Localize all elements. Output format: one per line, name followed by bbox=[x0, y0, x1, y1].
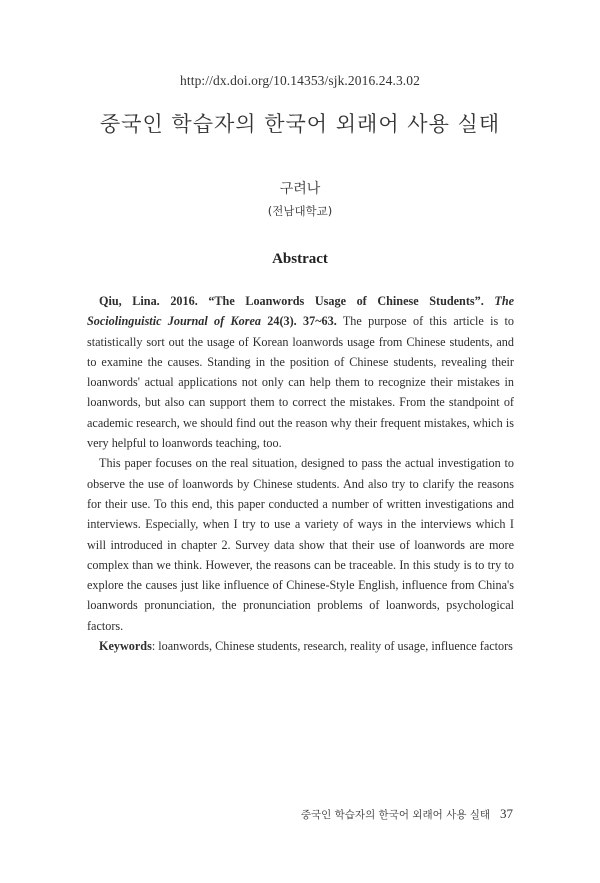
author-affiliation: (전남대학교) bbox=[267, 204, 333, 218]
page-number: 37 bbox=[500, 806, 513, 821]
keywords-text: : loanwords, Chinese students, research, reality of usage, influence factors bbox=[151, 639, 513, 654]
page-footer bbox=[301, 806, 513, 822]
citation-authors-title: Qiu, Lina. 2016. “The Loanwords Usage of Chinese Students”. bbox=[99, 294, 484, 308]
doi-link[interactable]: http://dx.doi.org/10.14353/sjk.2016.24.3.02 bbox=[180, 73, 420, 88]
article-title: 중국인 학습자의 한국어 외래어 사용 실태 bbox=[99, 112, 501, 136]
running-title: 중국인 학습자의 한국어 외래어 사용 실태 bbox=[300, 809, 490, 821]
abstract-body bbox=[87, 291, 514, 656]
author-name: 구려나 bbox=[279, 181, 321, 197]
abstract-heading: Abstract bbox=[272, 251, 328, 267]
keywords-label: Keywords bbox=[99, 639, 152, 654]
citation-volume-pages: 24(3). 37~63. bbox=[267, 314, 337, 329]
citation-journal: The Sociolinguistic Journal of Korea bbox=[87, 294, 515, 329]
keywords-line bbox=[87, 636, 514, 656]
abstract-paragraph-2: This paper focuses on the real situation, designed to pass the actual investigation to observe the use of loanwords by Chinese students. And also try to clarify the reasons for their use. To this end, this paper conducted a number of written investigations and interviews. Especially, when I try to use a variety of ways in the interviews which I will introduced in chapter 2. Survey data show that their use of loanwords are more complex than we think. However, the reasons can be traceable. In this study is to try to explore the causes just like influence of Chinese-Style English, influence from China's loanwords pronunciation, the pronunciation problems of loanwords, psychological factors. bbox=[87, 456, 514, 633]
abstract-paragraph-1-text: The purpose of this article is to statistically sort out the usage of Korean loanwords usage from Chinese students, and to examine the causes. Standing in the position of Chinese students, revealing their loanwords' actual applications not only can help them to recognize their mistakes in loanwords, but also can support them to correct the mistakes. From the standpoint of academic research, we should find out the reason why their frequent mistakes, which is very helpful to loanwords teaching, too. bbox=[87, 314, 514, 451]
abstract-paragraph-1 bbox=[87, 291, 514, 453]
